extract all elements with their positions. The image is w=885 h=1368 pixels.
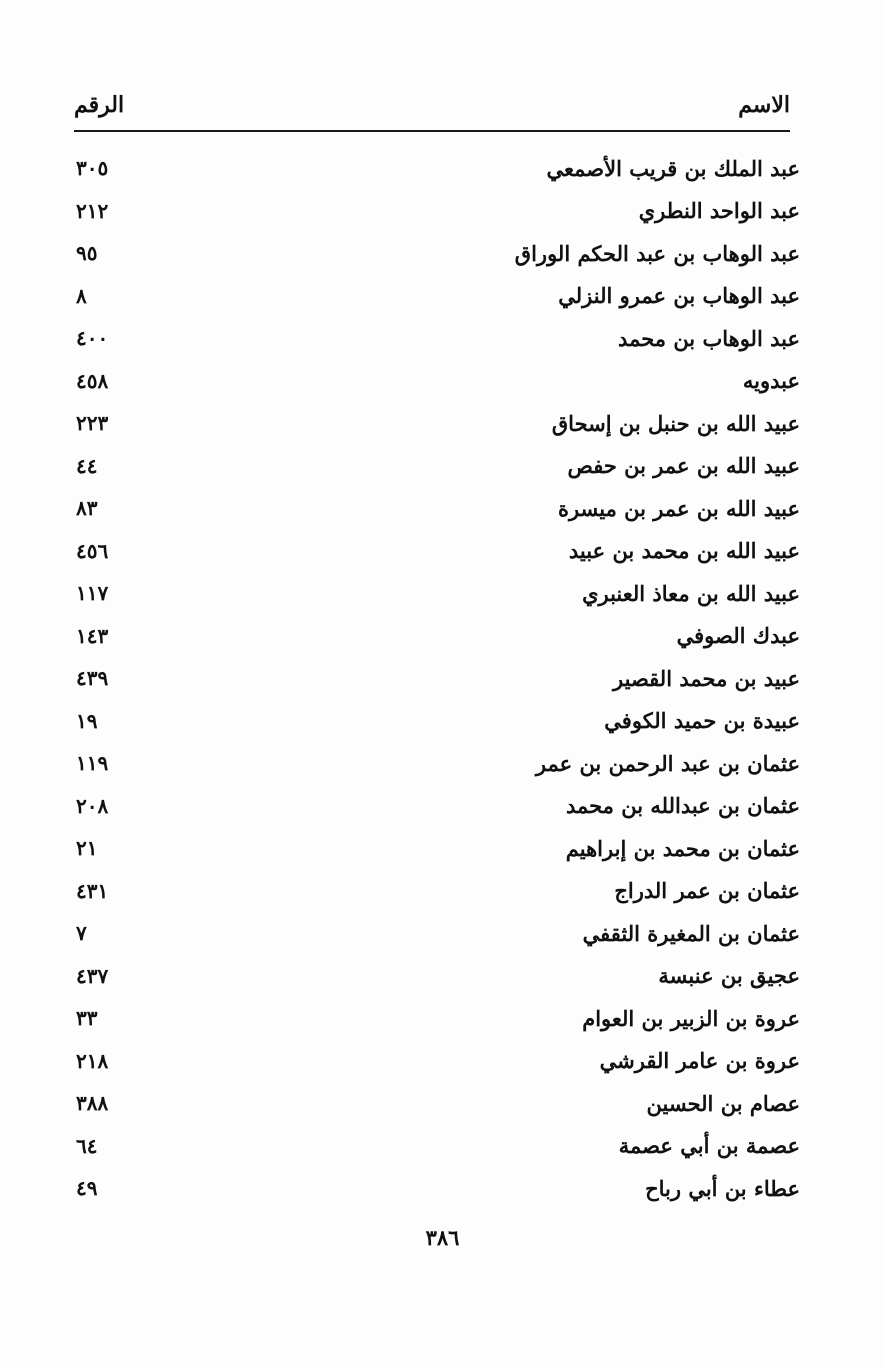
list-item (72, 700, 800, 743)
entry-number: ٤٤ (76, 453, 98, 478)
list-item (72, 657, 800, 700)
list-item (72, 317, 800, 360)
entry-name: عطاء بن أبي رباح (645, 1175, 800, 1201)
list-item (72, 275, 800, 318)
table-header (72, 86, 790, 124)
entry-name: عصمة بن أبي عصمة (618, 1133, 800, 1159)
list-item (72, 232, 800, 275)
entry-number: ٨ (76, 283, 87, 308)
list-item (72, 1040, 800, 1083)
entry-number: ٢١٢ (76, 198, 109, 223)
entry-number: ٤٣١ (76, 878, 109, 903)
entry-name: عروة بن عامر القرشي (599, 1048, 800, 1074)
entry-name: عبد الوهاب بن محمد (618, 325, 800, 351)
entry-number: ٤٣٧ (76, 963, 109, 988)
entry-name: عثمان بن عمر الدراج (614, 878, 800, 904)
entry-number: ٤٣٩ (76, 666, 109, 691)
entry-number: ٣٣ (76, 1006, 98, 1031)
entry-name: عبد الواحد النطري (638, 198, 800, 224)
header-divider (74, 130, 790, 132)
list-item (72, 445, 800, 488)
entry-number: ٢١٨ (76, 1048, 109, 1073)
entry-number: ٦٤ (76, 1133, 98, 1158)
list-item (72, 785, 800, 828)
list-item (72, 487, 800, 530)
index-list (72, 147, 800, 1210)
page-number: ٣٨٦ (425, 1225, 460, 1250)
entry-number: ١٩ (76, 708, 98, 733)
entry-number: ١١٩ (76, 751, 109, 776)
list-item (72, 742, 800, 785)
list-item (72, 190, 800, 233)
entry-number: ١١٧ (76, 581, 109, 606)
list-item (72, 402, 800, 445)
list-item (72, 530, 800, 573)
entry-number: ٤٥٨ (76, 368, 109, 393)
entry-number: ٤٥٦ (76, 538, 109, 563)
entry-name: عبيد الله بن عمر بن ميسرة (557, 495, 800, 521)
entry-name: عصام بن الحسين (646, 1090, 800, 1116)
entry-name: عبيدة بن حميد الكوفي (604, 708, 800, 734)
entry-name: عجيق بن عنبسة (658, 963, 800, 989)
header-name-label: الاسم (738, 92, 790, 118)
entry-name: عبد الملك بن قريب الأصمعي (546, 155, 800, 181)
entry-number: ٢٠٨ (76, 793, 109, 818)
header-number-label: الرقم (74, 92, 125, 118)
list-item (72, 1125, 800, 1168)
entry-name: عبدويه (742, 368, 800, 394)
entry-number: ٢٢٣ (76, 411, 109, 436)
list-item (72, 1167, 800, 1210)
entry-number: ٧ (76, 921, 87, 946)
entry-number: ١٤٣ (76, 623, 109, 648)
list-item (72, 615, 800, 658)
entry-name: عبد الوهاب بن عمرو النزلي (558, 283, 800, 309)
entry-name: عروة بن الزبير بن العوام (582, 1005, 800, 1031)
entry-name: عثمان بن عبد الرحمن بن عمر (535, 750, 800, 776)
entry-number: ٤٠٠ (76, 326, 109, 351)
entry-name: عبيد الله بن حنبل بن إسحاق (551, 410, 800, 436)
entry-name: عثمان بن عبدالله بن محمد (565, 793, 800, 819)
entry-name: عبيد الله بن معاذ العنبري (582, 580, 800, 606)
list-item (72, 997, 800, 1040)
entry-name: عبد الوهاب بن عبد الحكم الوراق (514, 240, 800, 266)
list-item (72, 870, 800, 913)
entry-number: ٩٥ (76, 241, 98, 266)
list-item (72, 912, 800, 955)
list-item (72, 955, 800, 998)
list-item (72, 572, 800, 615)
entry-name: عبيد الله بن محمد بن عبيد (568, 538, 800, 564)
entry-name: عثمان بن محمد بن إبراهيم (565, 835, 800, 861)
entry-name: عبيد الله بن عمر بن حفص (567, 453, 800, 479)
list-item (72, 1082, 800, 1125)
entry-name: عبدك الصوفي (676, 623, 800, 649)
entry-number: ٣٠٥ (76, 156, 109, 181)
list-item (72, 147, 800, 190)
entry-name: عثمان بن المغيرة الثقفي (582, 920, 800, 946)
entry-name: عبيد بن محمد القصير (613, 665, 800, 691)
list-item (72, 360, 800, 403)
entry-number: ٤٩ (76, 1176, 98, 1201)
entry-number: ٣٨٨ (76, 1091, 109, 1116)
entry-number: ٨٣ (76, 496, 98, 521)
list-item (72, 827, 800, 870)
entry-number: ٢١ (76, 836, 98, 861)
